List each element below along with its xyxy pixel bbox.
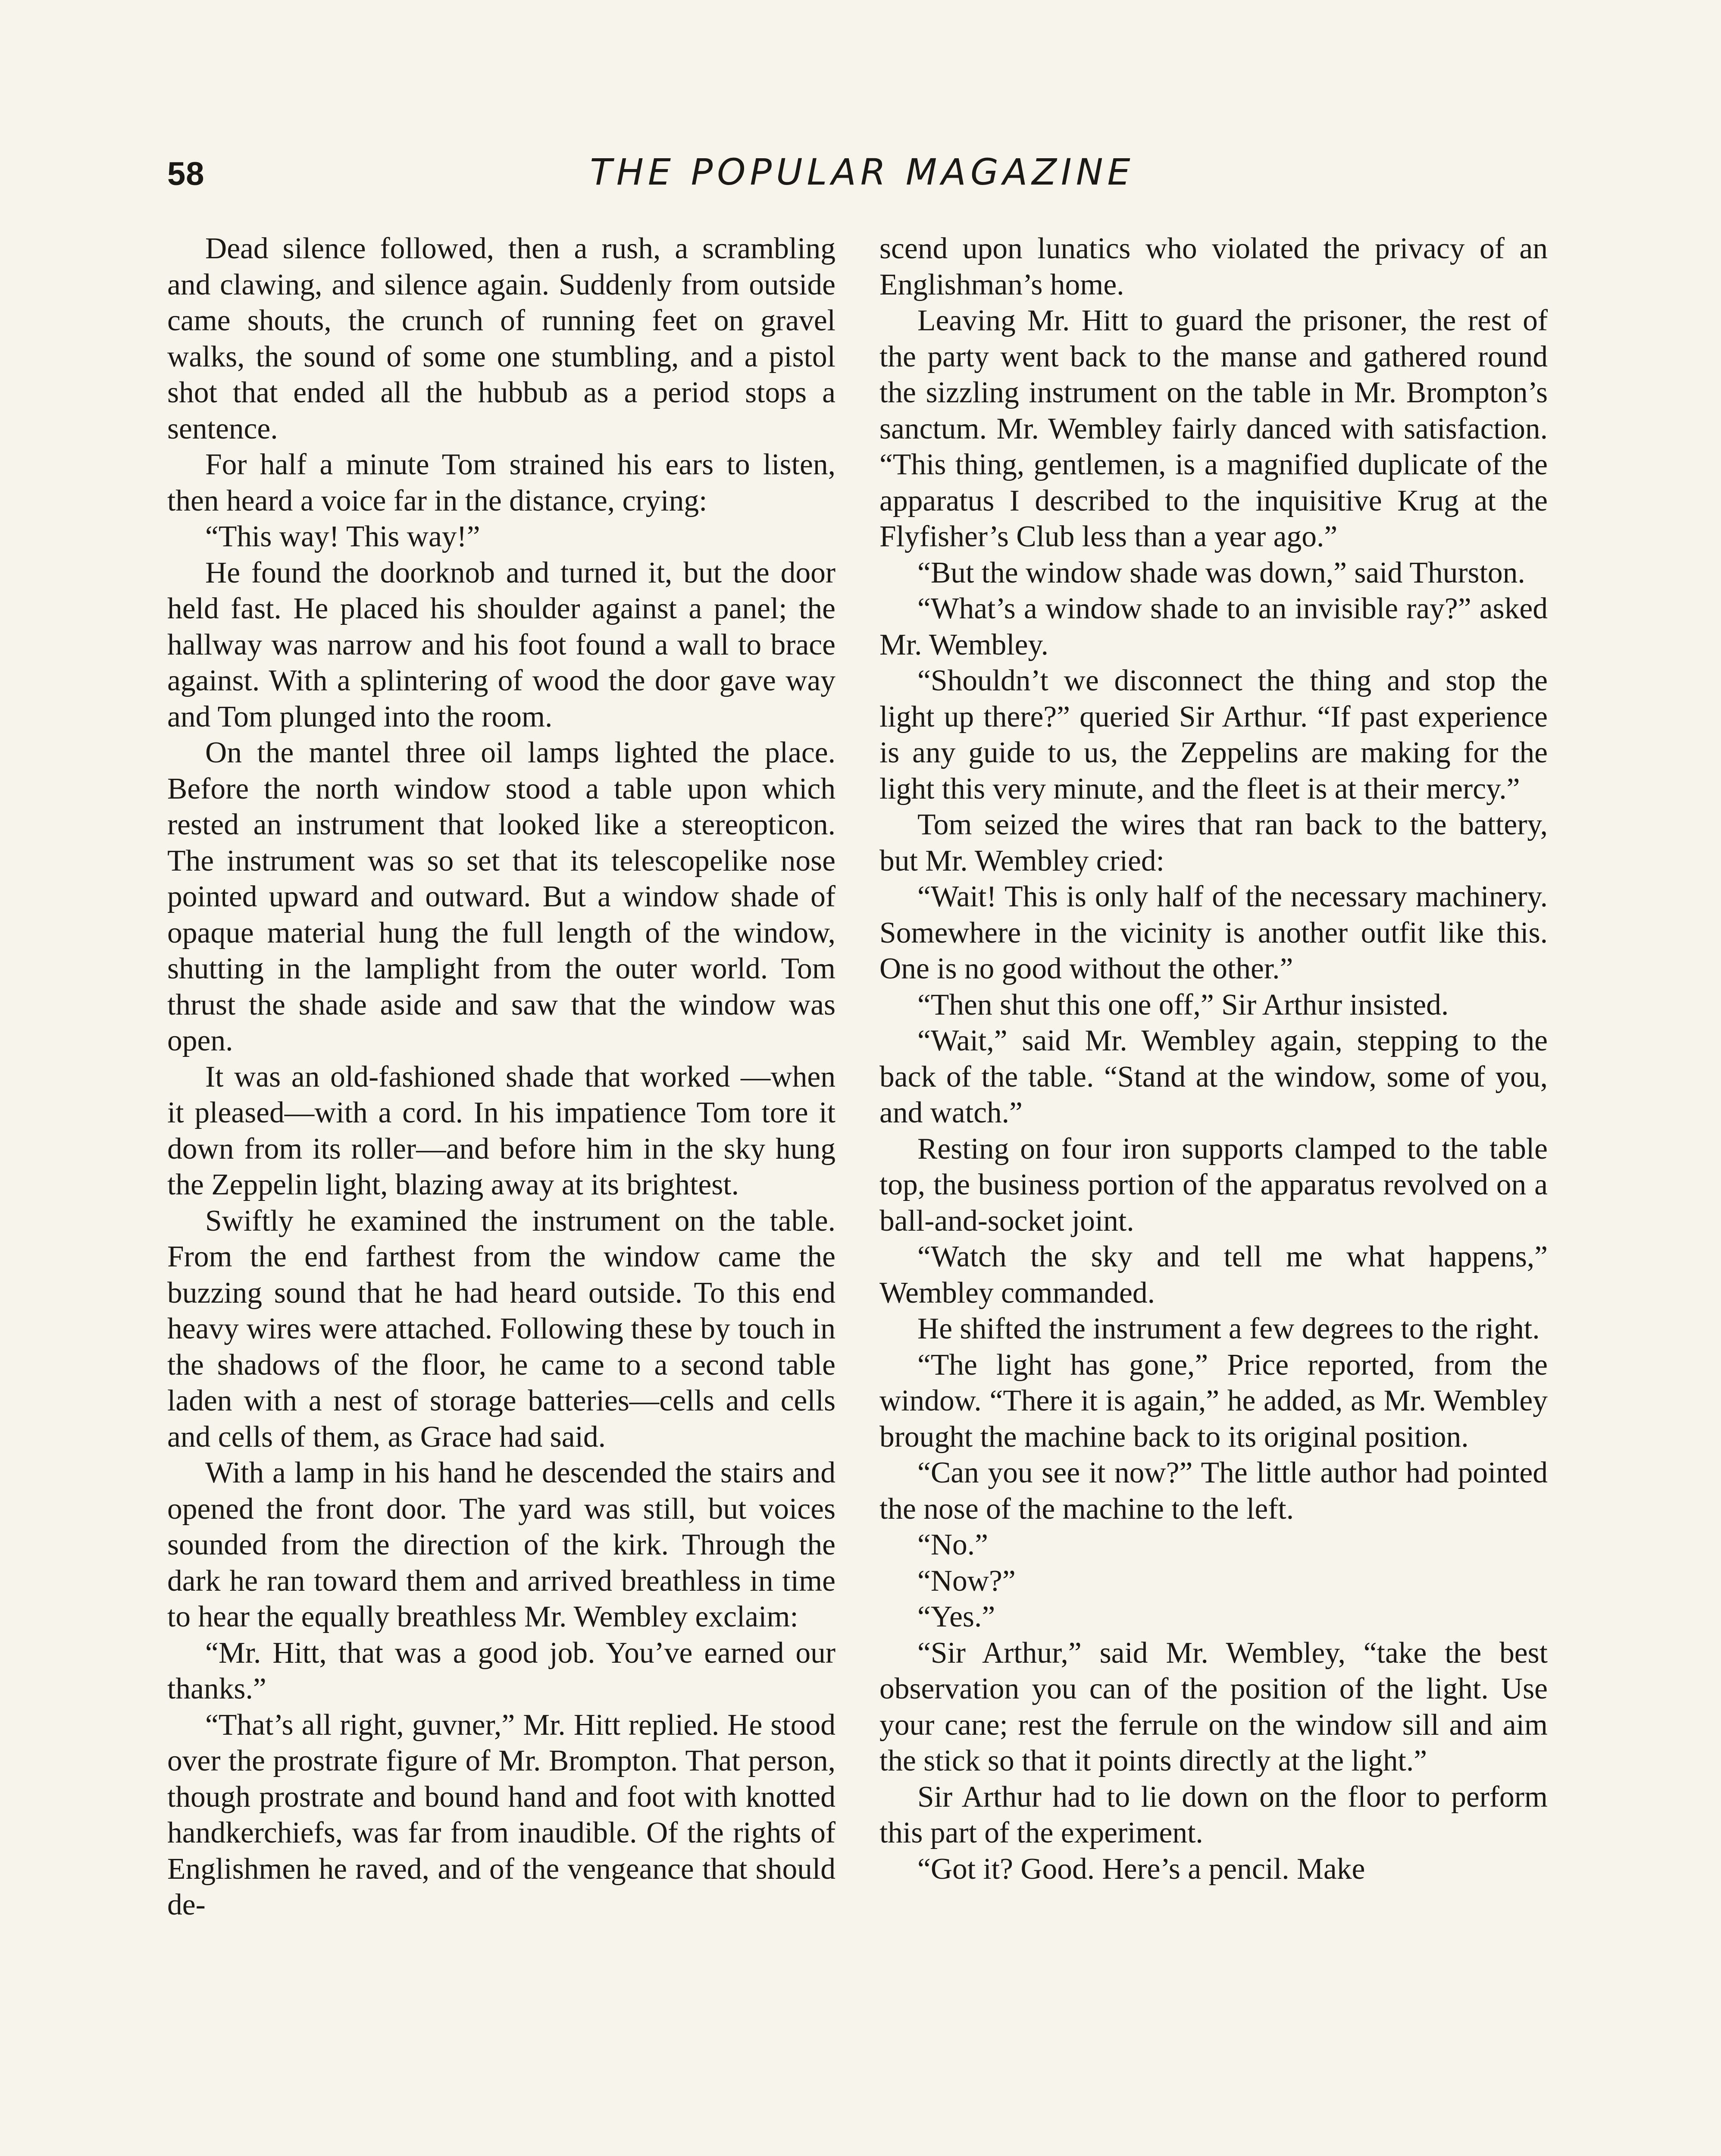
paragraph: “That’s all right, guvner,” Mr. Hitt replied. He stood over the prostrate figure of Mr. Brompton. That person, though prostrate and bound hand and foot with knotted handkerchiefs, was far from inaudible. Of the rights of Englishmen he raved, and of the vengeance that should de- <box>167 1708 835 1921</box>
paragraph: “The light has gone,” Price reported, from the window. “There it is again,” he added, as Mr. Wembley brought the machine back to its original position. <box>879 1348 1548 1454</box>
running-title: THE POPULAR MAGAZINE <box>590 151 1135 193</box>
paragraph: “Now?” <box>917 1564 1016 1598</box>
paragraph: With a lamp in his hand he descended the stairs and opened the front door. The yard was still, but voices sounded from the direction of the kirk. Through the dark he ran toward them and arrived breathless in time to hear the equally breathless Mr. Wembley exclaim: <box>167 1456 835 1633</box>
paragraph: On the mantel three oil lamps lighted the place. Before the north window stood a table upon which rested an instrument that looked like a stereopticon. The instrument was so set that its telescopelike nose pointed upward and outward. But a window shade of opaque material hung the full length of the window, shutting in the lamplight from the outer world. Tom thrust the shade aside and saw that the window was open. <box>167 736 835 1057</box>
left-column <box>167 231 835 1923</box>
paragraph: “Mr. Hitt, that was a good job. You’ve earned our thanks.” <box>167 1636 835 1705</box>
paragraph: He shifted the instrument a few degrees to the right. <box>917 1312 1540 1345</box>
paragraph: Tom seized the wires that ran back to the battery, but Mr. Wembley cried: <box>879 808 1548 877</box>
paragraph: For half a minute Tom strained his ears to listen, then heard a voice far in the distance, crying: <box>167 448 835 517</box>
page-number: 58 <box>167 156 205 192</box>
paragraph: He found the doorknob and turned it, but the door held fast. He placed his shoulder against a panel; the hallway was narrow and his foot found a wall to brace against. With a splintering of wood the door gave way and Tom plunged into the room. <box>167 556 835 733</box>
paragraph: “Can you see it now?” The little author had pointed the nose of the machine to the left. <box>879 1456 1548 1526</box>
paragraph: “But the window shade was down,” said Thurston. <box>917 556 1525 589</box>
paragraph: “Got it? Good. Here’s a pencil. Make <box>917 1852 1365 1886</box>
right-column <box>879 231 1548 1887</box>
page-header <box>164 151 1561 203</box>
paragraph: “No.” <box>917 1528 989 1561</box>
paragraph: “Watch the sky and tell me what happens,” Wembley commanded. <box>879 1240 1548 1310</box>
paragraph: Swiftly he examined the instrument on the table. From the end farthest from the window came the buzzing sound that he had heard outside. To this end heavy wires were attached. Following these by touch in the shadows of the floor, he came to a second table laden with a nest of storage batteries—cells and cells and cells of them, as Grace had said. <box>167 1204 835 1454</box>
paragraph: Sir Arthur had to lie down on the floor to perform this part of the experiment. <box>879 1780 1548 1849</box>
paragraph: “What’s a window shade to an invisible ray?” asked Mr. Wembley. <box>879 592 1548 661</box>
paragraph: Dead silence followed, then a rush, a scrambling and clawing, and silence again. Suddenly from outside came shouts, the crunch of running feet on gravel walks, the sound of some one stumbling, and a pistol shot that ended all the hubbub as a period stops a sentence. <box>167 232 835 445</box>
paragraph: “Wait,” said Mr. Wembley again, stepping to the back of the table. “Stand at the window, some of you, and watch.” <box>879 1024 1548 1129</box>
paragraph: It was an old-fashioned shade that worked —when it pleased—with a cord. In his impatience Tom tore it down from its roller—and before him in the sky hung the Zeppelin light, blazing away at its brightest. <box>167 1060 835 1201</box>
paragraph: “Yes.” <box>917 1600 995 1633</box>
paragraph: “Sir Arthur,” said Mr. Wembley, “take the best observation you can of the position of the light. Use your cane; rest the ferrule on the window sill and aim the stick so that it points directly at the light.” <box>879 1636 1548 1777</box>
paragraph: Resting on four iron supports clamped to the table top, the business portion of the apparatus revolved on a ball-and-socket joint. <box>879 1132 1548 1238</box>
paragraph: “Shouldn’t we disconnect the thing and stop the light up there?” queried Sir Arthur. “If past experience is any guide to us, the Zeppelins are making for the light this very minute, and the fleet is at their mercy.” <box>879 664 1548 805</box>
continued-paragraph: scend upon lunatics who violated the privacy of an Englishman’s home. <box>879 232 1548 301</box>
paragraph: “Wait! This is only half of the necessary machinery. Somewhere in the vicinity is another outfit like this. One is no good without the other.” <box>879 880 1548 985</box>
paragraph: Leaving Mr. Hitt to guard the prisoner, the rest of the party went back to the manse and gathered round the sizzling instrument on the table in Mr. Brompton’s sanctum. Mr. Wembley fairly danced with satisfaction. “This thing, gentlemen, is a magnified duplicate of the apparatus I described to the inquisitive Krug at the Flyfisher’s Club less than a year ago.” <box>879 304 1548 553</box>
paragraph: “Then shut this one off,” Sir Arthur insisted. <box>917 988 1449 1022</box>
paragraph: “This way! This way!” <box>205 520 480 553</box>
